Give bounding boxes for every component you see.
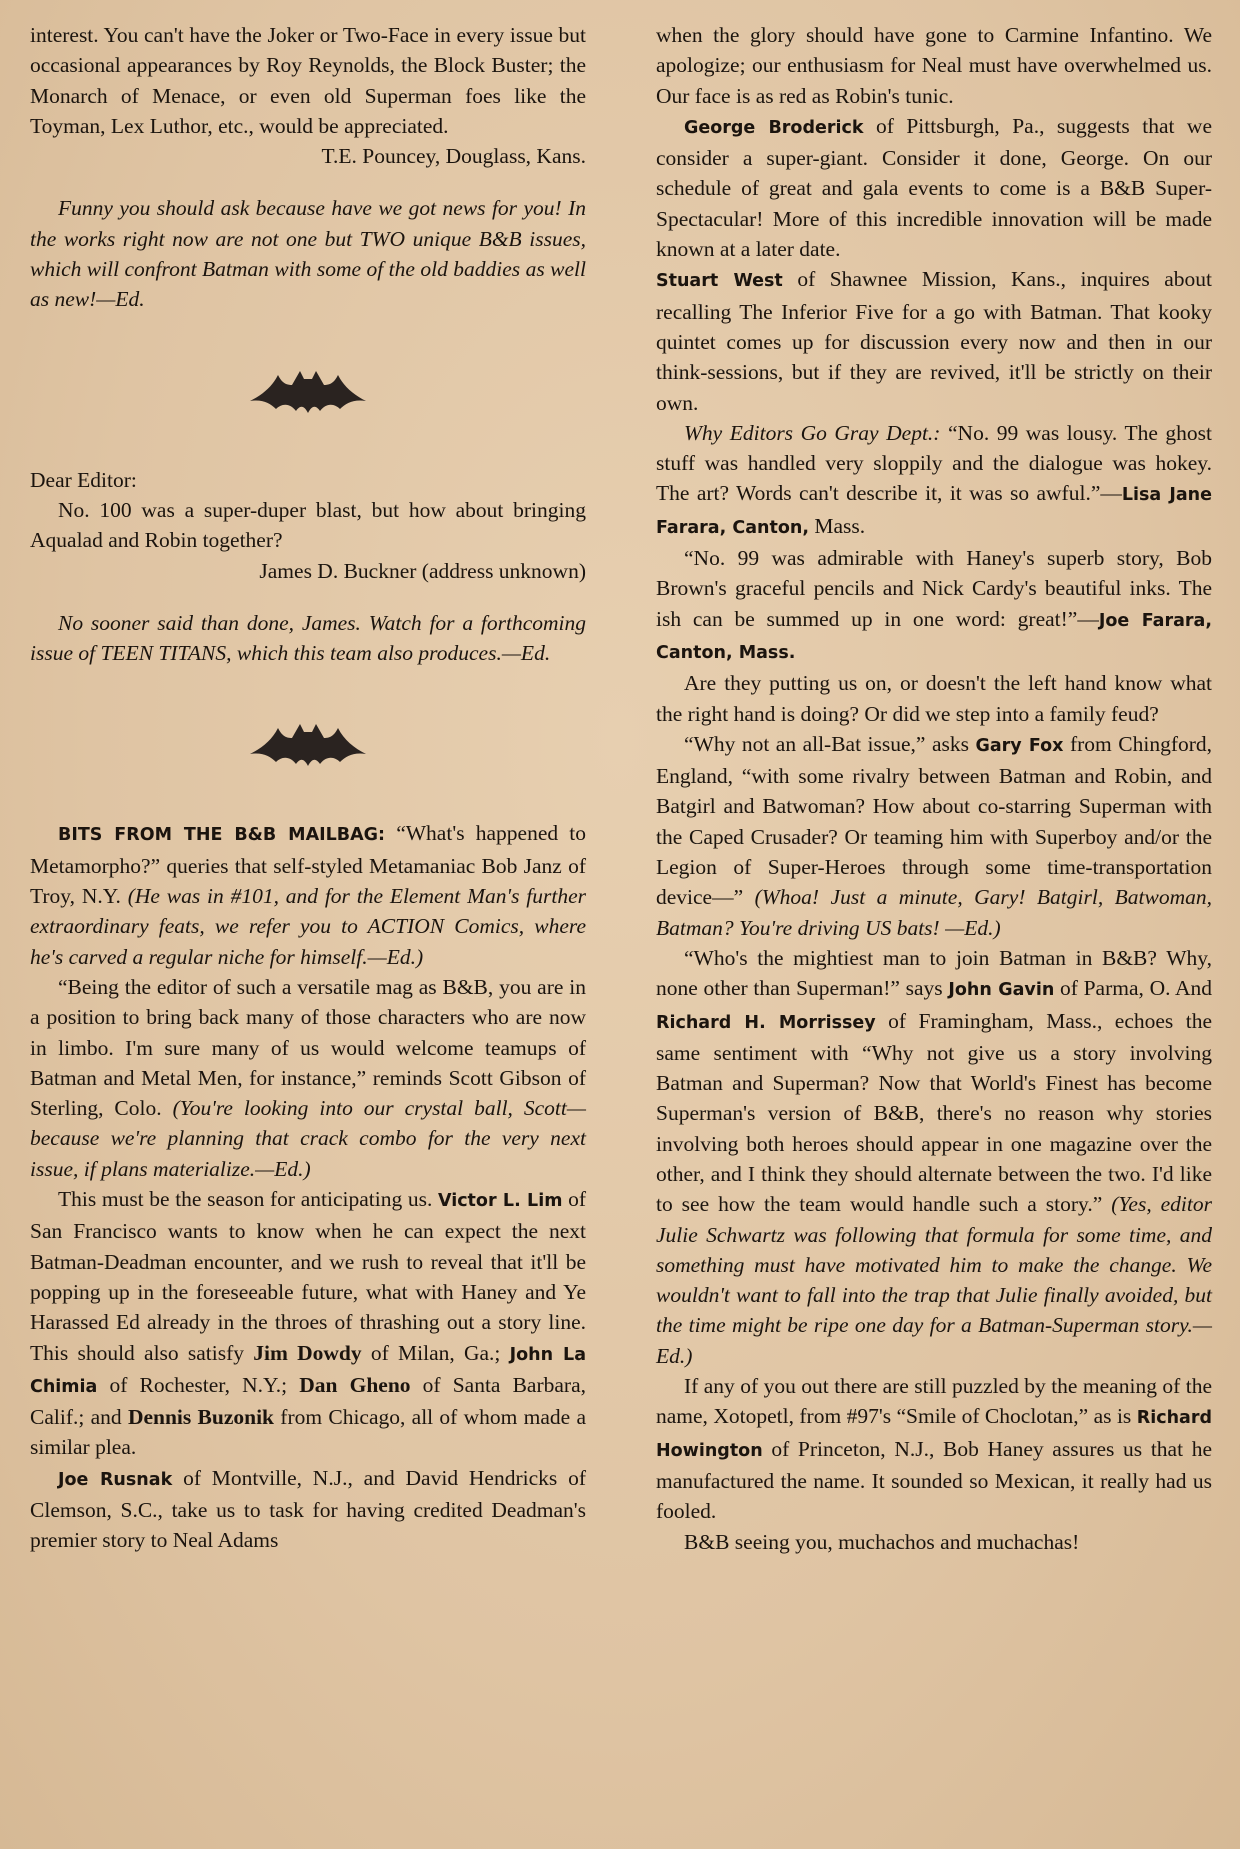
editor-reply-janz: (He was in #101, and for the Element Man's further extraordinary feats, we refer you to ACTION Comics, where he's carved a regular niche for himself.—Ed.) bbox=[30, 884, 586, 969]
mailbag-deadman: This must be the season for anticipating us. Victor L. Lim of San Francisco wants to know when he can expect the next Batman-Deadman encounter, and we rush to reveal that it'll be popping up in the foreseeable future, what with Haney and Ye Harassed Ed already in the throes of thrashing out a story line. This should also satisfy Jim Dowdy of Milan, Ga.; John La Chimia of Rochester, N.Y.; Dan Gheno of Santa Barbara, Calif.; and Dennis Buzonik from Chicago, all of whom made a similar plea. bbox=[30, 1187, 587, 1460]
mailbag-fox: “Why not an all-Bat issue,” asks Gary Fox from Chingford, England, “with some rivalry between Batman and Robin, and Batgirl and Batwoman? How about co-starring Superman with the Caped Crusader? Or teaming him with Superboy and/or the Legion of Super-Heroes through some time-transportation device—” (Whoa! Just a minute, Gary! Batgirl, Batwoman, Batman? You're driving US bats! —Ed.) bbox=[656, 731, 1213, 940]
salutation: Dear Editor: bbox=[30, 467, 137, 492]
mailbag-farara-joe: “No. 99 was admirable with Haney's superb story, Bob Brown's graceful pencils and Nick Cardy's beautiful inks. The ish can be summed up in one word: great!”—Joe Farara, Canton, Mass. bbox=[656, 546, 1212, 663]
mailbag-metal-men: “Being the editor of such a versatile mag as B&B, you are in a position to bring back many of those characters who are now in limbo. I'm sure many of us would welcome teamups of Batman and Metal Men, for instance,” reminds Scott Gibson of Sterling, Colo. (You're looking into our crystal ball, Scott—because we're planning that crack combo for the very next issue, if plans materialize.—Ed.) bbox=[30, 974, 586, 1181]
mailbag-family-feud: Are they putting us on, or doesn't the left hand know what the right hand is doing? Or did we step into a family feud? bbox=[656, 671, 1212, 726]
right-column bbox=[656, 20, 1212, 1557]
letter-buckner-signature: James D. Buckner (address unknown) bbox=[259, 558, 586, 583]
bat-divider-1 bbox=[30, 315, 586, 465]
letter-pouncey-text: interest. You can't have the Joker or Two-Face in every issue but occasional appearances by Roy Reynolds, the Block Buster; the Monarch of Menace, or even old Superman foes like the Toyman, Lex Luthor, etc., would be appreciated. bbox=[30, 23, 586, 138]
bat-icon bbox=[248, 365, 368, 415]
bat-icon bbox=[248, 718, 368, 768]
editor-reply-buckner: No sooner said than done, James. Watch for a forthcoming issue of TEEN TITANS, which this team also produces.—Ed. bbox=[30, 610, 586, 666]
mailbag-farara-lisa: Why Editors Go Gray Dept.: “No. 99 was lousy. The ghost stuff was handled very sloppily and the dialogue was hokey. The art? Words can't describe it, it was so awful.”—Lisa Jane Farara, Canton, Mass. bbox=[656, 420, 1213, 538]
mailbag-broderick: George Broderick of Pittsburgh, Pa., suggests that we consider a super-giant. Consider it done, George. On our schedule of great and gala events to come is a B&B Super-Spectacular! More of this incredible innovation will be made known at a later date. bbox=[656, 113, 1213, 262]
closing-line: B&B seeing you, muchachos and muchachas! bbox=[684, 1529, 1080, 1554]
editor-reply-gibson: (You're looking into our crystal ball, Scott—because we're planning that crack combo for the very next issue, if plans materialize.—Ed.) bbox=[30, 1096, 586, 1181]
letter-pouncey-signature: T.E. Pouncey, Douglass, Kans. bbox=[321, 144, 586, 169]
mailbag-howington: If any of you out there are still puzzled by the meaning of the name, Xotopetl, from #97's “Smile of Choclotan,” as is Richard Howington of Princeton, N.J., Bob Haney assures us that he manufactured the name. It sounded so Mexican, it really had us fooled. bbox=[656, 1374, 1213, 1524]
editor-reply-superman: (Yes, editor Julie Schwartz was following that formula for some time, and something must have motivated him to make the change. We wouldn't want to fall into the trap that Julie finally avoided, but the time might be ripe one day for a Batman-Superman story.—Ed.) bbox=[656, 1192, 1212, 1368]
editor-reply-fox: (Whoa! Just a minute, Gary! Batgirl, Batwoman, Batman? You're driving US bats! —Ed.) bbox=[656, 885, 1213, 940]
editor-reply-pouncey: Funny you should ask because have we got news for you! In the works right now are not one but TWO unique B&B issues, which will confront Batman with some of the old baddies as well as new!—Ed. bbox=[30, 196, 586, 312]
mailbag-metamorpho: BITS FROM THE B&B MAILBAG: “What's happened to Metamorpho?” queries that self-styled Metamaniac Bob Janz of Troy, N.Y. (He was in #101, and for the Element Man's further extraordinary feats, we refer you to ACTION Comics, where he's carved a regular niche for himself.—Ed.) bbox=[30, 821, 587, 969]
mailbag-rusnak: Joe Rusnak of Montville, N.J., and David Hendricks of Clemson, S.C., take us to task for having credited Deadman's premier story to Neal Adams bbox=[30, 1465, 587, 1553]
mailbag-infantino: when the glory should have gone to Carmine Infantino. We apologize; our enthusiasm for Neal must have overwhelmed us. Our face is as red as Robin's tunic. bbox=[656, 23, 1212, 108]
mailbag-gavin-morrissey: “Who's the mightiest man to join Batman in B&B? Why, none other than Superman!” says John Gavin of Parma, O. And Richard H. Morrissey of Framingham, Mass., echoes the same sentiment with “Why not give us a story involving Batman and Superman? Now that World's Finest has become Superman's version of B&B, there's no reason why stories involving both heroes should appear in one magazine over the other, and I think they should alternate between the two. I'd like to see how the team would handle such a story.” (Yes, editor Julie Schwartz was following that formula for some time, and something must have motivated him to make the change. We wouldn't want to fall into the trap that Julie finally avoided, but the time might be ripe one day for a Batman-Superman story.—Ed.) bbox=[656, 945, 1213, 1368]
bat-divider-2 bbox=[30, 668, 586, 818]
mailbag-heading: BITS FROM THE B&B MAILBAG: bbox=[58, 825, 386, 846]
left-column bbox=[30, 20, 586, 1556]
mailbag-west: Stuart West of Shawnee Mission, Kans., inquires about recalling The Inferior Five for a go with Batman. That kooky quintet comes up for discussion every now and then in our think-sessions, but if they are revived, it'll be strictly on their own. bbox=[656, 267, 1213, 415]
letter-buckner-text: No. 100 was a super-duper blast, but how about bringing Aqualad and Robin together? bbox=[30, 497, 586, 553]
